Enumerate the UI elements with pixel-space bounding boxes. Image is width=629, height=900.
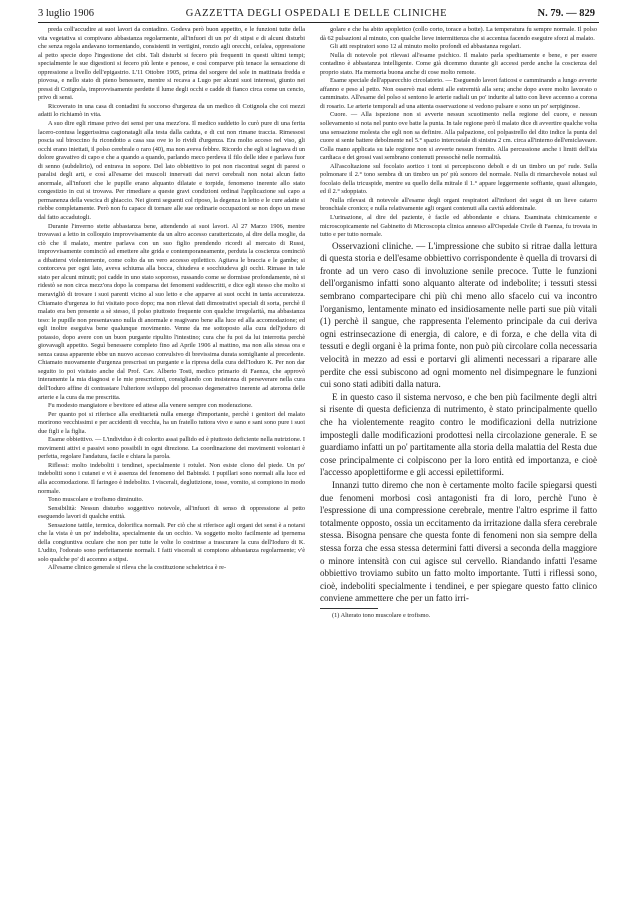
paragraph: Innanzi tutto diremo che non è certamente molto facile spiegarsi questi due fenomeni morbosi così antagonisti fra di loro, perchè l'uno è l'espressione di una compressione cerebrale, mentre l'altro esprime il fatto totalmente opposto, ossia un eccitamento da irritazione dalla sfera cerebrale stessa. Bisogna pensare che questa fonte di fenomeni non sia sempre della stessa forza che essa stessa determini fatti diversi a seconda della maggiore o minore intensità con cui agisce sul cervello. Riandando infatti l'esame obbiettivo troviamo subito un fatto molto importante. Tutti i riflessi sono, cioè, indeboliti specialmente i tendinei, e per spiegare questo fatto clinico conviene ammettere che per un fatto irri- <box>320 479 597 604</box>
paragraph: Fu modesto mangiatore e bevitore ed attese alla venere sempre con moderazione. <box>48 402 253 410</box>
paragraph: Nulla di notevole poi rilevasi all'esame psichico. Il malato parla speditamente e bene, e per essere contadino è abbastanza intelligente. Come già dicemmo durante gli accessi perde anche la coscienza del proprio stato. Ha memoria buona anche di cose molto remote. <box>320 51 597 76</box>
paragraph: E in questo caso il sistema nervoso, e che ben più facilmente degli altri si risente di questa deficienza di nutrimento, è stato principalmente quello che ha violentemente reagito contro le modificazioni della nutrizione impostegli dalle modificazioni prodottesi nella circolazione generale. E se guardiamo infatti un po' partitamente alla storia della malattia del Resta due cose principalmente ci colpiscono per la loro entità ed importanza, e cioè l'accesso apoplettiforme e gli accessi epilettiformi. <box>320 391 597 478</box>
paragraph: A suo dire egli rimase privo dei sensi per una mezz'ora. Il medico suddetto lo curò pure di una ferita lacero-contusa leggerissima cagionatagli alla testa dalla caduta, e di cui non rimane traccia. Rimessosi poscia sul biroccino fu ricondotto a casa sua ove io lo rividi d'urgenza. Era molto acceso nel viso, gli occhi erano iniettati, il polso cerebrale o raro (40), ma non aveva febbre. Ricordo che egli si lagnava di un dolore gravativo di capo e che a quando a quando, parlando meco perdeva il filo delle idee e parlava fuor di senno (subdelirio), od entrava in sopore. Del lato obbiettivo io poi non riscontrai segni di paresi o paralisi degli arti, e così all'esame dei muscoli innervati dai nervi cerebrali non notai alcun fatto anormale, all'infuori che le pupille erano alquanto dilatate e torpide, fenomeno inerente allo stato congestizio in cui si trovava. Per rimediare a queste gravi condizioni ordinai l'applicazione sul capo a permanenza della vescica di ghiaccio. Nei giorni seguenti col riposo, la degenza in letto e le cure adatte si riebbe completamente. Però non fu capace di tornare alle sue ordinarie occupazioni se non dopo un mese dal fatto accadutogli. <box>38 120 305 222</box>
clinical-observations <box>320 240 597 620</box>
paragraph: Esame speciale dell'apparecchio circolatorio. — Eseguendo lavori faticosi e camminando a lungo avverte affanno e peso al petto. Non osservò mai edemi alle estremità alla sera; anche dopo avere molto lavorato o camminato. All'esame del polso si sentono le arterie radiali un po' indurite al tatto con lieve accenno a corona di rosario. Le arterie temporali ad una attenta osservazione si vedono pulsare e sono un po' serpiginose. <box>320 77 597 110</box>
page-header <box>38 6 595 22</box>
paragraph: Tono muscolare e trofismo diminuito. <box>48 496 144 504</box>
paragraph: Esame obbiettivo. — L'individuo è di colorito assai pallido ed è piuttosto deficiente nella nutrizione. I movimenti attivi e passivi sono possibili in ogni direzione. La coordinazione dei movimenti volontari è perfetta, regolare l'andatura, facile e chiara la parola. <box>38 436 305 461</box>
paragraph: Durante l'inverno stette abbastanza bene, attendendo ai suoi lavori. Al 27 Marzo 1906, mentre trovavasi a letto in colloquio improvvisamente da un altro accesso caratterizzato, al dire della moglie, da ciò che il malato, mentre parlava con un suo figlio prendendo ricordi al mercato di Russi, improvvisamente cominciò ad emettere alte grida e contemporaneamente, perduta la coscienza cominciò a dibattersi violentemente, come colto da un vero accesso epilettico. Agitava le braccia e le gambe; si contorceva per ogni lato, aveva schiuma alla bocca, chiudeva e socchiudeva gli occhi. Rimase in tale stato per alcuni minuti; poi cadde in uno stato soporoso, russando come se dormisse profondamente, nè si ridestò se non circa mezz'ora dopo la comparsa dei fenomeni suddescritti, e dice egli stesso che molto si meravigliò di trovare i suoi parenti vicino al suo letto e che apparve ai suoi occhi in tanta accuratezza. Chiamato d'urgenza io fui visitato poco dopo; ma non rilevai dati dimostrativi speciali di sorta, perchè il malato era ben presente a sè stesso, il polso piuttosto frequente con qualche irregolarità, ma abbastanza teso: le pupille non presentavano nulla di anormale e reagivano bene alla luce ed alla accomodazione; ed egli inoltre eseguiva bene qualunque movimento. Venne da me sottoposto alla cura dell'joduro di potassio, dopo avere con un buon purgante ripulito l'intestino; cura che fu poi da lui interrotta perchè giovavagli appetito. Seguì benessere completo fino ad Aprile 1906 al mattino, ma non alla stessa ora e senza causa apparente ebbe un nuovo accesso convulsivo di brevissima durata somigliante al precedente. Chiamato nuovamente d'urgenza prescrissi un purgante e la ripresa della cura dell'Ioduro K. Per non dar seguito io poi visitato anche dal Prof. Cav. Alberto Tosti, medico primario di Faenza, che approvò interamente la mia diagnosi e le mie prescrizioni, consigliando con insistenza di perseverare nella cura dell'Ioduro affine di contrastare l'ulteriore sviluppo del processo degenerativo inerente ad ateroma delle arterie e la cura da me prescritta. <box>38 222 305 401</box>
header-rule <box>38 22 599 23</box>
paragraph: Ricoverato in una casa di contadini fu soccorso d'urgenza da un medico di Cotignola che coi mezzi adatti lo richiamò in vita. <box>38 102 305 119</box>
left-column <box>38 26 305 896</box>
footnote-rule <box>320 608 378 609</box>
paragraph: Gli atti respiratori sono 12 al minuto molto profondi ed abbastanza regolari. <box>330 43 521 51</box>
issue-date: 3 luglio 1906 <box>38 8 95 19</box>
journal-title: GAZZETTA DEGLI OSPEDALI E DELLE CLINICHE <box>185 8 448 19</box>
paragraph: Per quanto poi si riferisce alla ereditarietà nulla emerge d'importante, perchè i genitori del malato morirono vecchissimi e per accidenti di vecchia, ha un fratello tuttora vivo e sano e sani sono pure i suoi due figli e la figlia. <box>38 410 305 435</box>
paragraph: Cuore. — Alla ispezione non si avverte nessun scuotimento nella regione del cuore, e nessun sollevamento si nota nel punto ove batte la punta. In tale regione però il malato dice di avvertire qualche volta una sensazione molesta che egli non sa definire. Alla palpazione, col polpastrello del dito indice la punta del cuore si sente battere debolmente nel 5.° spazio intercostale di sinistra 2 cm. circa all'interno dell'emiclaveare. Colla mano applicata su tale regione non si avverte nessun fremito. Alla percussione anche i limiti dell'aia cardiaca e dei grossi vasi sembrano contenuti pressochè nelle normalità. <box>320 111 597 162</box>
paragraph: All'esame clinico generale si rileva che la costituzione scheletrica è re- <box>48 564 227 572</box>
right-column <box>320 26 597 896</box>
paragraph: All'ascoltazione sul focolaio aortico i toni si percepiscono deboli e di un timbro un po' rude. Sulla polmonare il 2.° tono sembra di un timbro un po' più sonoro del normale. Nulla di rimarchevole notasi sul focolaio della tricuspide, mentre su quello della mitrale il 1.° appare leggermente soffiante, quasi allungato, ed il 2.° sdoppiato. <box>320 162 597 196</box>
paragraph: Sensazione tattile, termica, dolorifica normali. Per ciò che si riferisce agli organi dei sensi è a notarsi che la vista è un po' indebolita, specialmente da un occhio. Va soggetto molto facilmente ad ipernema della congiuntiva oculare che non per tutte le volte lo costrinse a trascurare la cura dell'Ioduro di K. L'udito, l'odorato sono perfettamente normali. I fatti viscerali si compiono abbastanza regolarmente; v'è solo qualche po' di accenno a stipsi. <box>38 521 305 563</box>
paragraph: golare e che ha abito apopletico (collo corto, torace a botte). La temperatura fu sempre normale. Il polso dà 62 pulsazioni al minuto, con qualche lieve intermittenza che si accentua facendo eseguire sforzi al malato. <box>320 26 597 42</box>
paragraph: L'urinazione, al dire del paziente, è facile ed abbondante e chiara. Esaminata chimicamente e microscopicamente nel Gabinetto di Microscopia clinica annesso all'Ospedale Civile di Faenza, fu trovata in tutto e per tutto normale. <box>320 214 597 239</box>
paragraph: Nulla rilevasi di notevole all'esame degli organi respiratori all'infuori dei segni di un lieve catarro bronchiale cronico; e nulla relativamente agli organi contenuti alla cavità addominale. <box>320 196 597 213</box>
paragraph: Osservazioni cliniche. — L'impressione che subito si ritrae dalla lettura di questa storia e dell'esame obbiettivo corrispondente è quella di trovarsi di fronte ad un vero caso di involuzione senile precoce. Tutte le funzioni dell'organismo infatti sono alquanto alterate od indebolite; i tessuti stessi sembrano compartecipare chi più chi meno allo sfacelo cui va incontro l'organismo, lentamente minato ed insidiosamente nelle parti sue più vitali (1) perchè il sangue, che rappresenta l'elemento principale da cui deriva ogni estrinsecazione di energia, di calore, e di forza, e che della vita di tessuti e degli organi è la prima fonte, non può più circolare colla necessaria velocità in mezzo ad essi e portarvi gli alimenti necessari a riparare alle perdite che essi subiscono ad ogni momento nel disimpegnare le funzioni cui sono stati adibiti dalla natura. <box>320 240 597 390</box>
paragraph: Sensibilità: Nessun disturbo soggettivo notevole, all'infuori di senso di oppressione al petto eseguendo lavori di qualche entità. <box>38 504 305 521</box>
paragraph: preda coll'accudire ai suoi lavori da contadino. Godeva però buon appetito, e le funzioni tutte della vita vegetativa si compivano abbastanza regolarmente, all'infuori di un po' di stipsi e di alcuni disturbi che senza regola andavano tormentando, consistenti in vertigini, ronzio agli orecchi, cefalea, oppressione al petto specie dopo l'ingestione dei cibi. Tali disturbi si fecero più frequenti in questi ultimi tempi; specialmente le sue digestioni si fecero più lente e penose, e così comparve più tenace la sensazione di oppressione a livello dell'epigastrio. L'11 Ottobre 1905, prima del sorgere del sole in mattinata fredda e piovosa, e nello stato di pieno benessere, mentre si recava a Lugo per alcuni suoi interessi, giunto nei pressi di Cotignola, improvvisamente perdette il lume degli occhi e cadde di fianco circa come un cencio, privo di sensi. <box>38 26 305 102</box>
footnote: (1) Alterato tono muscolare e trofismo. <box>332 611 431 619</box>
paragraph: Riflessi: molto indeboliti i tendinei, specialmente i rotulei. Non esiste clono del piede. Un po' indeboliti sono i cutanei e vi è assenza del fenomeno del Babinski. I pupillari sono normali alla luce ed alla accomodazione. Il faringeo è indebolito. I viscerali, deglutizione, tosse, vomito, si compiono in modo normale. <box>38 461 305 495</box>
issue-page-number: N. 79. — 829 <box>537 8 595 19</box>
